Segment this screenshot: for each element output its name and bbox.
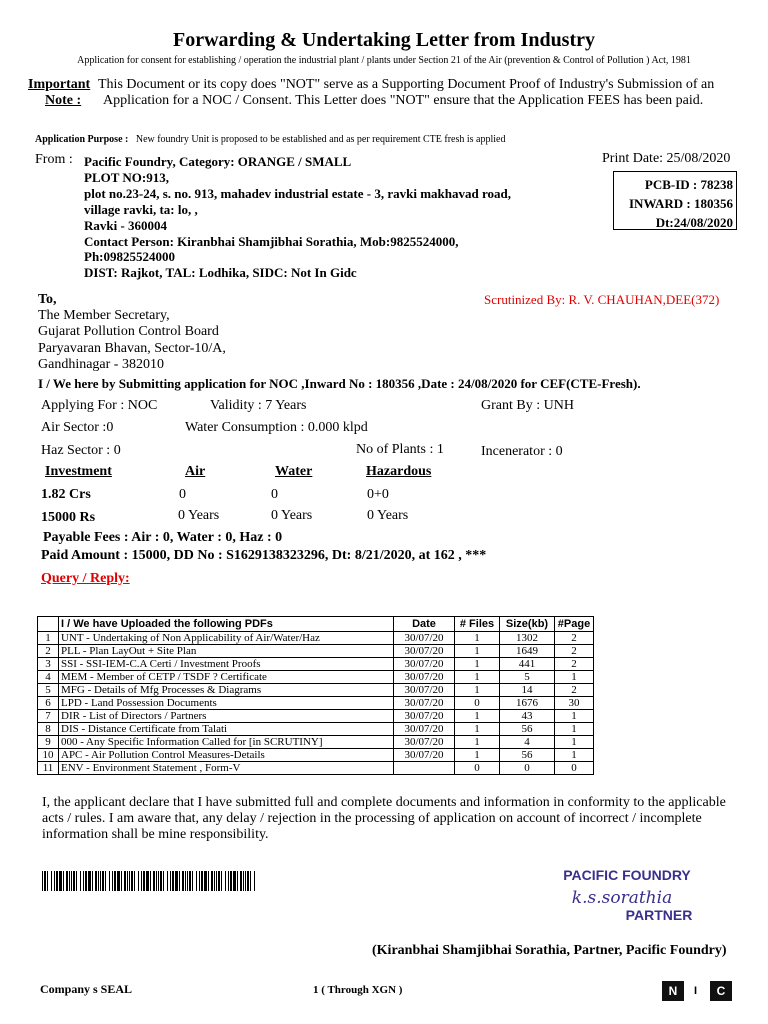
- scrutinized-by: Scrutinized By: R. V. CHAUHAN,DEE(372): [484, 292, 720, 307]
- table-header-row: [38, 617, 594, 632]
- row-size: 56: [500, 723, 555, 736]
- investment-rs: 15000 Rs: [41, 510, 96, 525]
- payable-fees: Payable Fees : Air : 0, Water : 0, Haz : 0: [43, 530, 283, 545]
- row-pages: 2: [555, 645, 594, 658]
- row-date: 30/07/20: [394, 710, 455, 723]
- from-line: village ravki, ta: lo, ,: [84, 202, 198, 217]
- row-files: 1: [455, 671, 500, 684]
- from-line: Ravki - 360004: [84, 218, 168, 233]
- hazardous-header: Hazardous: [366, 464, 432, 479]
- row-serial: 4: [38, 671, 59, 684]
- inward-number: INWARD : 180356: [629, 196, 733, 211]
- table-row: [38, 632, 594, 645]
- row-serial: 7: [38, 710, 59, 723]
- row-pages: 1: [555, 749, 594, 762]
- table-row: [38, 723, 594, 736]
- paid-amount: Paid Amount : 15000, DD No : S1629138323296, Dt: 8/21/2020, at 162 , ***: [41, 548, 487, 563]
- from-line: Contact Person: Kiranbhai Shamjibhai Sorathia, Mob:9825524000,: [84, 234, 459, 249]
- document-subtitle: Application for consent for establishing / operation the industrial plant / plants under Section 21 of the Air (prevention & Control of Pollution ) Act, 1981: [77, 55, 691, 66]
- row-date: 30/07/20: [394, 749, 455, 762]
- row-files: 1: [455, 645, 500, 658]
- row-files: 1: [455, 749, 500, 762]
- important-line-2: Application for a NOC / Consent. This Letter does "NOT" ensure that the Application FEES has been paid.: [103, 93, 704, 108]
- pcb-id-box: [613, 171, 737, 230]
- seal-signature: k.s.sorathia: [571, 888, 673, 908]
- to-label: To,: [38, 292, 57, 307]
- from-line: DIST: Rajkot, TAL: Lodhika, SIDC: Not In Gidc: [84, 265, 357, 280]
- seal-role: PARTNER: [625, 907, 693, 923]
- water-header: Water: [275, 464, 313, 479]
- row-document: DIS - Distance Certificate from Talati: [59, 723, 394, 736]
- row-pages: 1: [555, 736, 594, 749]
- from-line: plot no.23-24, s. no. 913, mahadev industrial estate - 3, ravki makhavad road,: [84, 186, 511, 201]
- row-pages: 1: [555, 710, 594, 723]
- air-value: 0: [179, 487, 186, 502]
- seal-company-name: PACIFIC FOUNDRY: [563, 867, 691, 883]
- row-size: 5: [500, 671, 555, 684]
- hazardous-value: 0+0: [367, 487, 389, 502]
- from-line: PLOT NO:913,: [84, 170, 169, 185]
- files-header: # Files: [455, 617, 500, 632]
- air-sector: Air Sector :0: [41, 420, 114, 435]
- row-pages: 30: [555, 697, 594, 710]
- table-row: [38, 658, 594, 671]
- serial-header: [38, 617, 59, 632]
- water-consumption: Water Consumption : 0.000 klpd: [185, 420, 368, 435]
- nic-n-box: N: [662, 981, 684, 1001]
- row-date: 30/07/20: [394, 736, 455, 749]
- row-serial: 1: [38, 632, 59, 645]
- row-size: 56: [500, 749, 555, 762]
- row-size: 1676: [500, 697, 555, 710]
- row-document: MEM - Member of CETP / TSDF ? Certificate: [59, 671, 394, 684]
- row-pages: 0: [555, 762, 594, 775]
- row-size: 14: [500, 684, 555, 697]
- row-pages: 1: [555, 723, 594, 736]
- from-line: Ph:09825524000: [84, 249, 175, 264]
- row-date: 30/07/20: [394, 645, 455, 658]
- row-document: MFG - Details of Mfg Processes & Diagrams: [59, 684, 394, 697]
- nic-i-letter: I: [694, 985, 698, 997]
- row-pages: 2: [555, 684, 594, 697]
- nic-c-box: C: [710, 981, 732, 1001]
- row-serial: 9: [38, 736, 59, 749]
- declaration-text: I, the applicant declare that I have submitted full and complete documents and information in conformity to the applicable acts / rules. I am aware that, any delay / rejection in the processing of application on account of incorrect / incomplete information shall be mine responsibility.: [42, 795, 726, 842]
- row-pages: 1: [555, 671, 594, 684]
- air-years: 0 Years: [178, 508, 220, 523]
- inward-date: Dt:24/08/2020: [655, 215, 733, 230]
- row-document: APC - Air Pollution Control Measures-Details: [59, 749, 394, 762]
- from-line: Pacific Foundry, Category: ORANGE / SMALL: [84, 154, 352, 169]
- row-files: 1: [455, 658, 500, 671]
- row-document: SSI - SSI-IEM-C.A Certi / Investment Proofs: [59, 658, 394, 671]
- to-line: Gujarat Pollution Control Board: [38, 324, 219, 339]
- row-date: 30/07/20: [394, 671, 455, 684]
- table-row: [38, 762, 594, 775]
- row-document: 000 - Any Specific Information Called for [in SCRUTINY]: [59, 736, 394, 749]
- row-document: LPD - Land Possession Documents: [59, 697, 394, 710]
- row-date: [394, 762, 455, 775]
- investment-value: 1.82 Crs: [41, 487, 91, 502]
- pages-header: #Page: [555, 617, 594, 632]
- row-date: 30/07/20: [394, 658, 455, 671]
- signatory-name: (Kiranbhai Shamjibhai Sorathia, Partner, Pacific Foundry): [372, 943, 727, 958]
- investment-header: Investment: [45, 464, 112, 479]
- row-document: PLL - Plan LayOut + Site Plan: [59, 645, 394, 658]
- row-date: 30/07/20: [394, 632, 455, 645]
- row-files: 1: [455, 632, 500, 645]
- table-row: [38, 684, 594, 697]
- query-reply-label: Query / Reply:: [41, 571, 130, 586]
- application-purpose: [35, 134, 505, 145]
- row-serial: 6: [38, 697, 59, 710]
- row-date: 30/07/20: [394, 697, 455, 710]
- air-header: Air: [185, 464, 206, 479]
- important-label: Important: [28, 77, 91, 92]
- to-line: Paryavaran Bhavan, Sector-10/A,: [38, 341, 226, 356]
- row-files: 1: [455, 710, 500, 723]
- water-value: 0: [271, 487, 278, 502]
- table-row: [38, 736, 594, 749]
- row-serial: 5: [38, 684, 59, 697]
- validity: Validity : 7 Years: [210, 398, 307, 413]
- purpose-text: New foundry Unit is proposed to be established and as per requirement CTE fresh is applied: [135, 134, 506, 145]
- row-serial: 3: [38, 658, 59, 671]
- barcode-image: [42, 871, 255, 891]
- row-files: 0: [455, 697, 500, 710]
- row-serial: 11: [38, 762, 59, 775]
- row-serial: 2: [38, 645, 59, 658]
- incenerator: Incenerator : 0: [481, 444, 563, 459]
- table-row: [38, 710, 594, 723]
- uploaded-pdfs-header: I / We have Uploaded the following PDFs: [59, 617, 394, 632]
- haz-sector: Haz Sector : 0: [41, 443, 121, 458]
- uploaded-pdfs-table: [37, 616, 594, 775]
- table-row: [38, 697, 594, 710]
- row-pages: 2: [555, 658, 594, 671]
- row-files: 0: [455, 762, 500, 775]
- hazardous-years: 0 Years: [367, 508, 409, 523]
- row-serial: 8: [38, 723, 59, 736]
- row-files: 1: [455, 736, 500, 749]
- pcb-id: PCB-ID : 78238: [644, 177, 733, 192]
- table-row: [38, 671, 594, 684]
- row-document: ENV - Environment Statement , Form-V: [59, 762, 394, 775]
- date-header: Date: [394, 617, 455, 632]
- size-header: Size(kb): [500, 617, 555, 632]
- purpose-label: Application Purpose :: [35, 134, 129, 145]
- row-size: 441: [500, 658, 555, 671]
- note-label: Note :: [45, 93, 82, 108]
- page-number: 1 ( Through XGN ): [313, 984, 403, 996]
- company-seal-stamp: [522, 862, 732, 926]
- row-size: 0: [500, 762, 555, 775]
- applying-for: Applying For : NOC: [41, 398, 158, 413]
- print-date: Print Date: 25/08/2020: [602, 151, 731, 166]
- from-label: From :: [35, 152, 73, 167]
- table-row: [38, 749, 594, 762]
- water-years: 0 Years: [271, 508, 313, 523]
- submission-statement: I / We here by Submitting application for NOC ,Inward No : 180356 ,Date : 24/08/2020 for CEF(CTE-Fresh).: [38, 376, 641, 391]
- no-of-plants: No of Plants : 1: [356, 442, 444, 457]
- row-pages: 2: [555, 632, 594, 645]
- to-line: The Member Secretary,: [38, 308, 170, 323]
- important-line-1: This Document or its copy does "NOT" serve as a Supporting Document Proof of Industry's Submission of an: [98, 77, 715, 92]
- row-document: DIR - List of Directors / Partners: [59, 710, 394, 723]
- row-files: 1: [455, 684, 500, 697]
- grant-by: Grant By : UNH: [481, 398, 574, 413]
- row-size: 1302: [500, 632, 555, 645]
- row-size: 43: [500, 710, 555, 723]
- to-line: Gandhinagar - 382010: [38, 357, 164, 372]
- row-serial: 10: [38, 749, 59, 762]
- row-document: UNT - Undertaking of Non Applicability of Air/Water/Haz: [59, 632, 394, 645]
- row-date: 30/07/20: [394, 723, 455, 736]
- row-size: 1649: [500, 645, 555, 658]
- row-date: 30/07/20: [394, 684, 455, 697]
- row-files: 1: [455, 723, 500, 736]
- company-seal-label: Company s SEAL: [40, 982, 133, 996]
- document-title: Forwarding & Undertaking Letter from Industry: [172, 29, 596, 51]
- row-size: 4: [500, 736, 555, 749]
- table-row: [38, 645, 594, 658]
